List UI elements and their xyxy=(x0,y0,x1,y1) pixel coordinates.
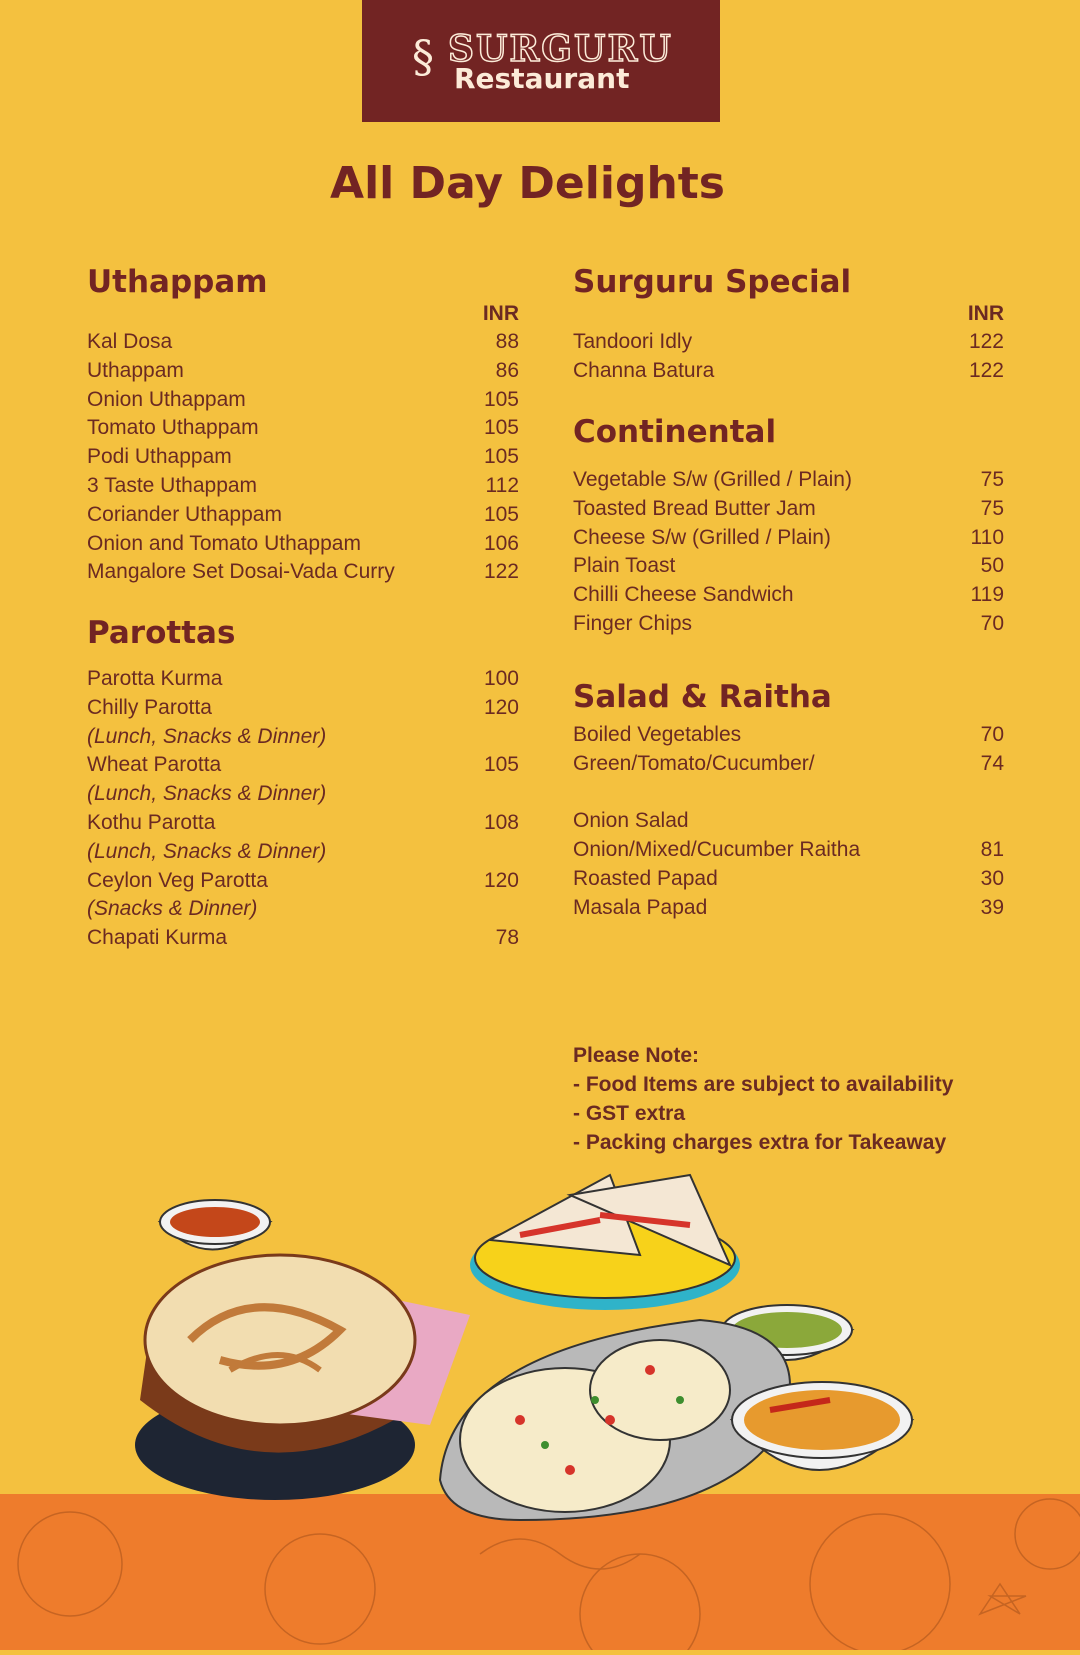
section-uthappam xyxy=(87,264,519,587)
currency-label: INR xyxy=(482,302,519,325)
menu-item-name: Ceylon Veg Parotta xyxy=(87,868,268,892)
section-title: Salad & Raitha xyxy=(573,679,832,715)
notes-heading: Please Note: xyxy=(573,1044,700,1067)
menu-item xyxy=(573,524,1004,553)
menu-item xyxy=(573,552,1004,581)
section-title: Surguru Special xyxy=(573,264,852,300)
menu-item-name: 3 Taste Uthappam xyxy=(87,473,258,497)
menu-item-price: 110 xyxy=(970,525,1004,549)
menu-item xyxy=(573,610,1004,639)
menu-item xyxy=(573,807,1004,836)
menu-item-price: 100 xyxy=(483,667,519,690)
menu-item-name: Vegetable S/w (Grilled / Plain) xyxy=(573,468,852,491)
menu-item-price: 112 xyxy=(485,473,519,497)
menu-item-price: 122 xyxy=(483,560,519,584)
menu-item-name: Cheese S/w (Grilled / Plain) xyxy=(573,525,831,549)
menu-item xyxy=(573,836,1004,865)
menu-item-price: 105 xyxy=(483,445,519,469)
menu-item-note: (Lunch, Snacks & Dinner) xyxy=(87,724,327,748)
menu-item-name: Chilly Parotta xyxy=(87,695,212,719)
menu-item-price: 39 xyxy=(980,895,1004,919)
menu-item-name: Plain Toast xyxy=(573,554,676,578)
menu-item-name: Channa Batura xyxy=(573,358,715,382)
menu-item xyxy=(87,443,519,472)
section-surguru-special xyxy=(573,264,1004,386)
menu-item-name: Roasted Papad xyxy=(573,866,718,890)
menu-item-price: 81 xyxy=(980,838,1004,862)
curry-bowl-icon xyxy=(160,1200,270,1250)
section-title: Uthappam xyxy=(87,264,268,300)
menu-item-price: 119 xyxy=(970,583,1004,607)
menu-item xyxy=(87,867,519,896)
menu-item-price: 120 xyxy=(483,868,519,892)
menu-item-name: Parotta Kurma xyxy=(87,667,223,690)
menu-item-price: 74 xyxy=(980,751,1004,775)
menu-item-name: Mangalore Set Dosai-Vada Curry xyxy=(87,560,395,584)
menu-item-price: 30 xyxy=(980,866,1004,890)
menu-item xyxy=(573,894,1004,923)
menu-item xyxy=(573,865,1004,894)
menu-item xyxy=(87,751,519,780)
menu-item xyxy=(87,530,519,559)
menu-item xyxy=(573,328,1004,357)
menu-list xyxy=(573,721,1004,923)
currency-label: INR xyxy=(967,302,1004,325)
restaurant-logo xyxy=(362,0,720,122)
menu-item-name: Tandoori Idly xyxy=(573,330,693,353)
menu-item-price: 70 xyxy=(980,723,1004,746)
menu-item-price: 106 xyxy=(483,531,519,555)
menu-item-name: Onion Uthappam xyxy=(87,387,246,411)
section-title: Continental xyxy=(573,414,777,450)
menu-item-name: Podi Uthappam xyxy=(87,445,232,469)
section-salad-raitha xyxy=(573,679,1004,923)
notes-line: - Food Items are subject to availability xyxy=(573,1073,954,1096)
menu-item xyxy=(573,779,1004,808)
brand-name: SURGURU xyxy=(448,28,673,70)
logo-emblem-icon: § xyxy=(412,32,434,83)
menu-item xyxy=(573,495,1004,524)
parotta-basket-icon xyxy=(135,1255,470,1500)
menu-item xyxy=(573,357,1004,386)
brand-subtitle: Restaurant xyxy=(454,62,630,95)
menu-item-name: Chilli Cheese Sandwich xyxy=(573,583,794,607)
menu-item xyxy=(87,924,519,953)
menu-list xyxy=(573,328,1004,386)
menu-item-price: 50 xyxy=(980,554,1004,578)
menu-item-name: Uthappam xyxy=(87,358,184,382)
notes-block xyxy=(573,1041,953,1157)
menu-item-name: Toasted Bread Butter Jam xyxy=(573,496,816,520)
menu-item-name: Tomato Uthappam xyxy=(87,416,259,440)
menu-item xyxy=(87,809,519,838)
notes-line: - GST extra xyxy=(573,1102,686,1125)
notes-line: - Packing charges extra for Takeaway xyxy=(573,1131,947,1154)
menu-item-price: 105 xyxy=(483,753,519,777)
menu-item-price: 75 xyxy=(980,496,1004,520)
menu-item-note: (Lunch, Snacks & Dinner) xyxy=(87,782,327,806)
menu-item xyxy=(87,386,519,415)
menu-item xyxy=(87,357,519,386)
food-illustration xyxy=(0,1170,1080,1650)
menu-item xyxy=(573,721,1004,750)
menu-item-price: 120 xyxy=(483,695,519,719)
menu-item xyxy=(87,414,519,443)
section-continental xyxy=(573,414,1004,639)
menu-item xyxy=(573,750,1004,779)
menu-item-price: 88 xyxy=(495,330,519,353)
menu-item-name: Finger Chips xyxy=(573,611,693,635)
menu-item-name: Onion Salad xyxy=(573,809,689,833)
menu-item-note: (Snacks & Dinner) xyxy=(87,897,258,921)
menu-item-name: Kothu Parotta xyxy=(87,810,216,834)
menu-item-name: Chapati Kurma xyxy=(87,926,228,950)
page-title: All Day Delights xyxy=(330,158,725,209)
menu-item-price: 105 xyxy=(483,416,519,440)
menu-item-name: Masala Papad xyxy=(573,895,708,919)
menu-item-name: Coriander Uthappam xyxy=(87,502,282,526)
menu-item-price: 105 xyxy=(483,387,519,411)
menu-item xyxy=(573,466,1004,495)
section-parottas xyxy=(87,615,519,953)
menu-item-price: 108 xyxy=(483,810,519,834)
menu-item xyxy=(87,665,519,694)
menu-list xyxy=(573,466,1004,639)
menu-item-price: 75 xyxy=(980,468,1004,491)
menu-item-name: Kal Dosa xyxy=(87,330,173,353)
menu-item-name: Boiled Vegetables xyxy=(573,723,742,746)
menu-item-price: 105 xyxy=(483,502,519,526)
sandwich-plate-icon xyxy=(470,1175,740,1310)
kurma-bowl-icon xyxy=(732,1382,912,1470)
menu-list xyxy=(87,665,519,953)
menu-item xyxy=(87,328,519,357)
menu-item xyxy=(87,694,519,723)
menu-item-note: (Lunch, Snacks & Dinner) xyxy=(87,839,327,863)
menu-item-name: Onion/Mixed/Cucumber Raitha xyxy=(573,838,861,862)
menu-item xyxy=(87,472,519,501)
menu-item xyxy=(87,558,519,587)
menu-item xyxy=(87,501,519,530)
menu-item-price: 78 xyxy=(495,926,519,950)
menu-item-price: 86 xyxy=(495,358,519,382)
menu-item xyxy=(573,581,1004,610)
menu-item-price: 70 xyxy=(980,611,1004,635)
menu-item-name: Wheat Parotta xyxy=(87,753,222,777)
menu-item-price: 122 xyxy=(968,358,1004,382)
section-title: Parottas xyxy=(87,615,236,651)
menu-item-name: Onion and Tomato Uthappam xyxy=(87,531,361,555)
menu-item-name: Green/Tomato/Cucumber/ xyxy=(573,751,815,775)
menu-list xyxy=(87,328,519,587)
menu-item-price: 122 xyxy=(968,330,1004,353)
